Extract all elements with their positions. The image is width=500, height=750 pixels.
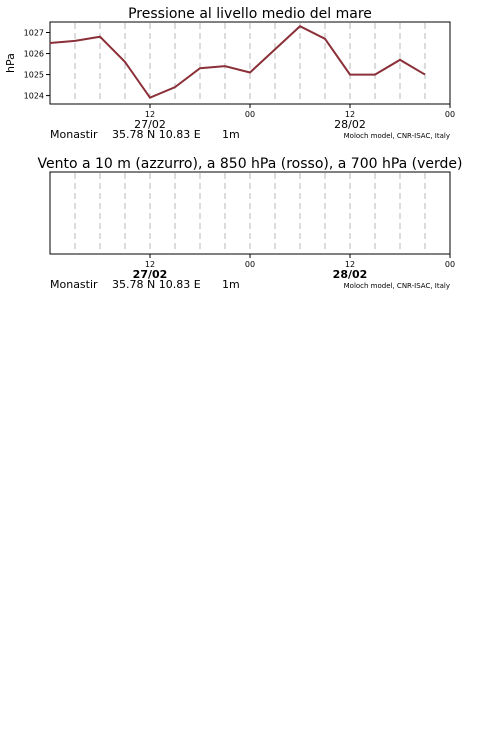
y-tick-label: 1026 xyxy=(23,49,44,59)
x-tick-label: 12 xyxy=(144,260,156,269)
date-label: 28/02 xyxy=(334,118,366,131)
pressure-line xyxy=(50,26,425,97)
panel-wind xyxy=(37,156,462,291)
footer-altitude: 1m xyxy=(222,128,240,141)
footer-coords: 35.78 N 10.83 E xyxy=(112,278,201,291)
footer-coords: 35.78 N 10.83 E xyxy=(112,128,201,141)
chart-title: Pressione al livello medio del mare xyxy=(128,6,372,22)
y-tick-label: 1025 xyxy=(23,70,44,80)
x-tick-label: 00 xyxy=(444,260,456,269)
footer-altitude: 1m xyxy=(222,278,240,291)
x-tick-label: 00 xyxy=(244,110,256,119)
date-label: 28/02 xyxy=(332,268,368,281)
y-tick-label: 1024 xyxy=(23,91,44,101)
date-label: 27/02 xyxy=(132,268,168,281)
x-tick-label: 00 xyxy=(244,260,256,269)
x-tick-label: 00 xyxy=(444,110,456,119)
y-tick-label: 1027 xyxy=(23,28,44,38)
date-label: 27/02 xyxy=(134,118,166,131)
footer-location: Monastir xyxy=(50,278,98,291)
x-tick-label: 12 xyxy=(144,110,156,119)
footer-credit: Moloch model, CNR-ISAC, Italy xyxy=(343,132,450,140)
chart-title: Vento a 10 m (azzurro), a 850 hPa (rosso), a 700 hPa (verde) xyxy=(37,156,463,172)
y-axis-label: hPa xyxy=(4,53,17,73)
x-tick-label: 12 xyxy=(344,110,356,119)
x-tick-label: 12 xyxy=(344,260,356,269)
footer-credit: Moloch model, CNR-ISAC, Italy xyxy=(343,282,450,290)
panel-pressure xyxy=(4,6,455,141)
footer-location: Monastir xyxy=(50,128,98,141)
